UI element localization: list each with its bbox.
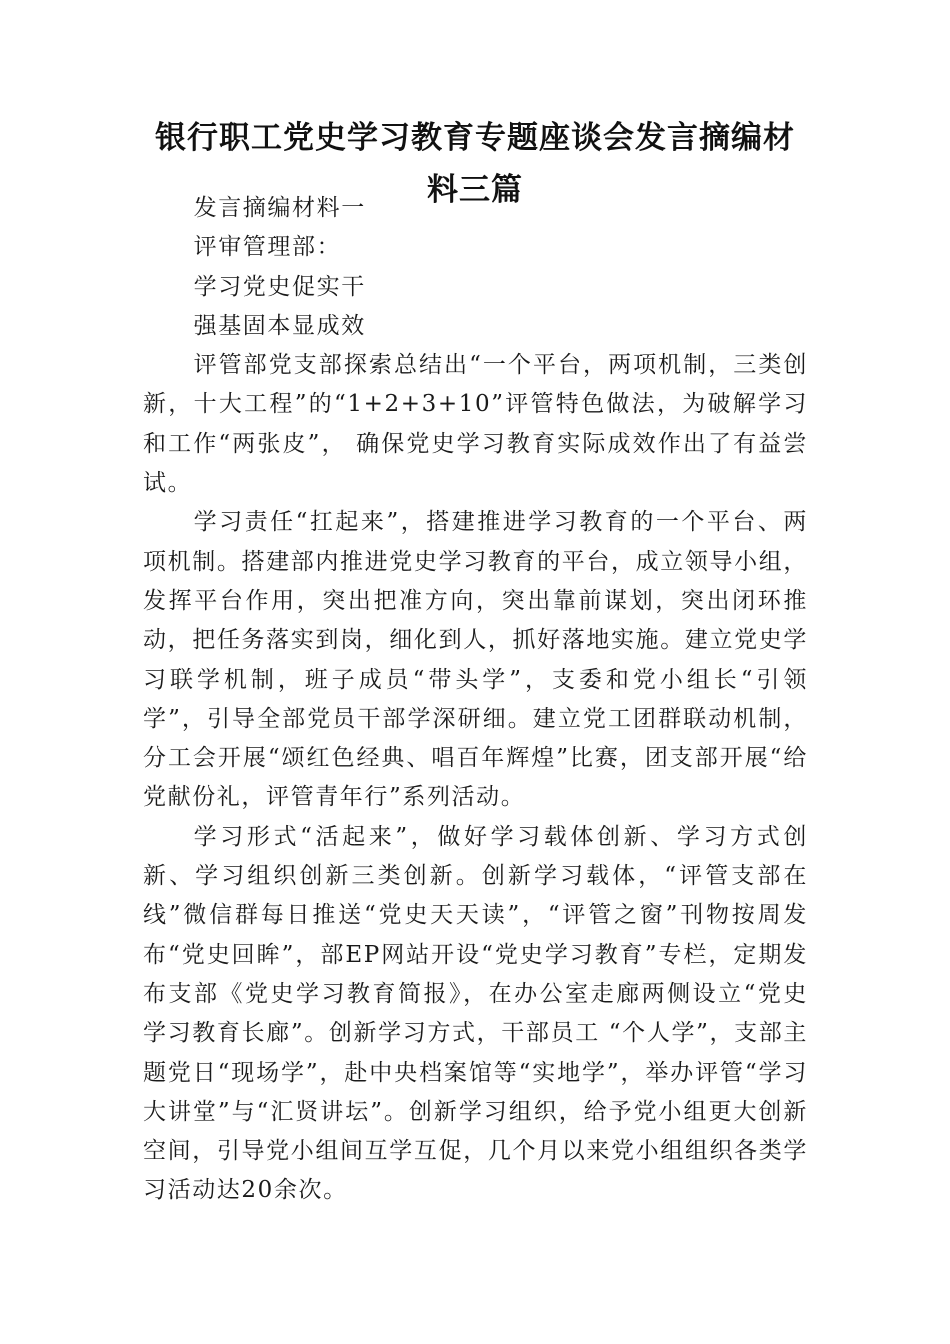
department-label: 评审管理部：: [193, 234, 342, 261]
document-body: [143, 189, 808, 1211]
document-title: 银行职工党史学习教育专题座谈会发言摘编材料三篇: [155, 120, 795, 208]
paragraph-3: 学习形式“活起来”，做好学习载体创新、学习方式创新、学习组织创新三类创新。创新学习载体，“评管支部在线”微信群每日推送“党史天天读”，“评管之窗”刊物按周发布“党史回眸”，部EP网站开设“党史学习教育”专栏，定期发布支部《党史学习教育简报》，在办公室走廊两侧设立“党史学习教育长廊”。创新学习方式，干部员工 “个人学”，支部主题党日“现场学”，赴中央档案馆等“实地学”，举办评管“学习大讲堂”与“汇贤讲坛”。创新学习组织，给予党小组更大创新空间，引导党小组间互学互促，几个月以来党小组组织各类学习活动达20余次。: [143, 823, 808, 1204]
paragraph-1: 评管部党支部探索总结出“一个平台，两项机制，三类创新，十大工程”的“1+2+3+10”评管特色做法，为破解学习和工作“两张皮”， 确保党史学习教育实际成效作出了有益尝试。: [143, 352, 808, 497]
subtitle-1: 学习党史促实干: [193, 273, 366, 300]
section-label: 发言摘编材料一: [193, 195, 366, 221]
paragraph-2: 学习责任“扛起来”，搭建推进学习教育的一个平台、两项机制。搭建部内推进党史学习教育的平台，成立领导小组，发挥平台作用，突出把准方向，突出靠前谋划，突出闭环推动，把任务落实到岗，细化到人，抓好落地实施。建立党史学习联学机制，班子成员“带头学”，支委和党小组长“引领学”，引导全部党员干部学深研细。建立党工团群联动机制，分工会开展“颂红色经典、唱百年辉煌”比赛，团支部开展“给党献份礼，评管青年行”系列活动。: [143, 509, 808, 811]
subtitle-2: 强基固本显成效: [193, 312, 366, 339]
